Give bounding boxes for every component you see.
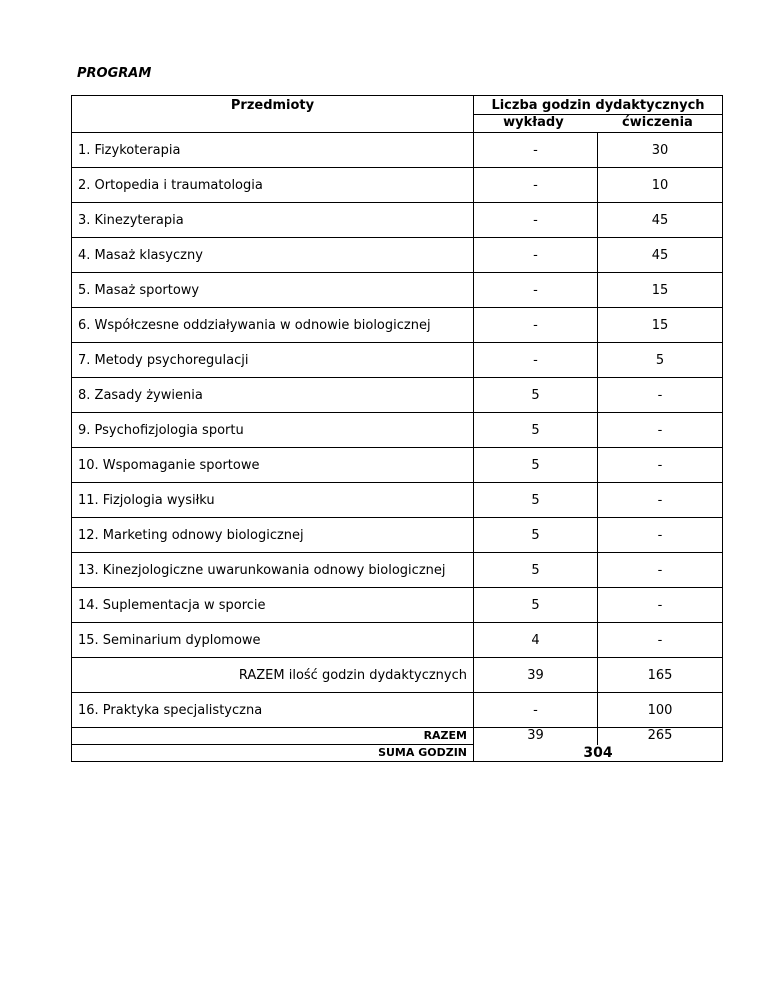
- lectures-value: 5: [474, 483, 598, 518]
- header-hours-title: Liczba godzin dydaktycznych: [474, 98, 722, 115]
- subject-rows: [72, 133, 723, 658]
- subject-name: 5. Masaż sportowy: [72, 273, 474, 308]
- exercises-value: 15: [598, 308, 723, 343]
- subtotal-row: [72, 658, 723, 693]
- lectures-value: -: [474, 238, 598, 273]
- lectures-value: 5: [474, 518, 598, 553]
- subject-name: 6. Współczesne oddziaływania w odnowie biologicznej: [72, 308, 474, 343]
- subject-name: 1. Fizykoterapia: [72, 133, 474, 168]
- exercises-value: 30: [598, 133, 723, 168]
- razem-row: [72, 728, 723, 745]
- subtotal-exercises: 165: [598, 658, 723, 693]
- lectures-value: 4: [474, 623, 598, 658]
- page-title: PROGRAM: [77, 66, 152, 81]
- subject-name: 3. Kinezyterapia: [72, 203, 474, 238]
- table-row: [72, 308, 723, 343]
- lectures-value: -: [474, 343, 598, 378]
- lectures-value: 5: [474, 448, 598, 483]
- practice-row: [72, 693, 723, 728]
- exercises-value: 5: [598, 343, 723, 378]
- subject-name: 11. Fizjologia wysiłku: [72, 483, 474, 518]
- subject-name: 4. Masaż klasyczny: [72, 238, 474, 273]
- razem-label: RAZEM: [72, 728, 474, 745]
- exercises-value: -: [598, 413, 723, 448]
- lectures-value: 5: [474, 588, 598, 623]
- table-row: [72, 378, 723, 413]
- program-table: [71, 95, 723, 762]
- subject-name: 13. Kinezjologiczne uwarunkowania odnowy biologicznej: [72, 553, 474, 588]
- subject-name: 12. Marketing odnowy biologicznej: [72, 518, 474, 553]
- table-row: [72, 413, 723, 448]
- table-header-row: [72, 96, 723, 133]
- suma-value: 304: [474, 745, 723, 762]
- exercises-value: 10: [598, 168, 723, 203]
- table-row: [72, 588, 723, 623]
- exercises-value: 45: [598, 238, 723, 273]
- lectures-value: 5: [474, 553, 598, 588]
- razem-exercises: 265: [598, 728, 723, 745]
- suma-row: [72, 745, 723, 762]
- subject-name: 7. Metody psychoregulacji: [72, 343, 474, 378]
- header-exercises: ćwiczenia: [622, 115, 693, 130]
- table-row: [72, 203, 723, 238]
- exercises-value: -: [598, 623, 723, 658]
- subject-name: 10. Wspomaganie sportowe: [72, 448, 474, 483]
- header-lectures: wykłady: [503, 115, 564, 130]
- lectures-value: -: [474, 308, 598, 343]
- lectures-value: -: [474, 168, 598, 203]
- exercises-value: 15: [598, 273, 723, 308]
- header-hours: [474, 96, 723, 133]
- lectures-value: 5: [474, 378, 598, 413]
- subtotal-lectures: 39: [474, 658, 598, 693]
- practice-lectures: -: [474, 693, 598, 728]
- table-row: [72, 343, 723, 378]
- lectures-value: -: [474, 203, 598, 238]
- practice-exercises: 100: [598, 693, 723, 728]
- exercises-value: -: [598, 553, 723, 588]
- lectures-value: -: [474, 133, 598, 168]
- subject-name: 2. Ortopedia i traumatologia: [72, 168, 474, 203]
- table-row: [72, 483, 723, 518]
- lectures-value: 5: [474, 413, 598, 448]
- lectures-value: -: [474, 273, 598, 308]
- table-row: [72, 623, 723, 658]
- exercises-value: -: [598, 588, 723, 623]
- subject-name: 15. Seminarium dyplomowe: [72, 623, 474, 658]
- subject-name: 8. Zasady żywienia: [72, 378, 474, 413]
- subject-name: 14. Suplementacja w sporcie: [72, 588, 474, 623]
- exercises-value: -: [598, 378, 723, 413]
- exercises-value: 45: [598, 203, 723, 238]
- table-row: [72, 553, 723, 588]
- exercises-value: -: [598, 483, 723, 518]
- table-row: [72, 448, 723, 483]
- practice-name: 16. Praktyka specjalistyczna: [72, 693, 474, 728]
- subtotal-label: RAZEM ilość godzin dydaktycznych: [72, 658, 474, 693]
- suma-label: SUMA GODZIN: [72, 745, 474, 762]
- table-row: [72, 133, 723, 168]
- table-row: [72, 168, 723, 203]
- table-row: [72, 273, 723, 308]
- header-subjects: Przedmioty: [72, 96, 474, 133]
- exercises-value: -: [598, 448, 723, 483]
- subject-name: 9. Psychofizjologia sportu: [72, 413, 474, 448]
- table-row: [72, 518, 723, 553]
- table-row: [72, 238, 723, 273]
- exercises-value: -: [598, 518, 723, 553]
- razem-lectures: 39: [474, 728, 598, 745]
